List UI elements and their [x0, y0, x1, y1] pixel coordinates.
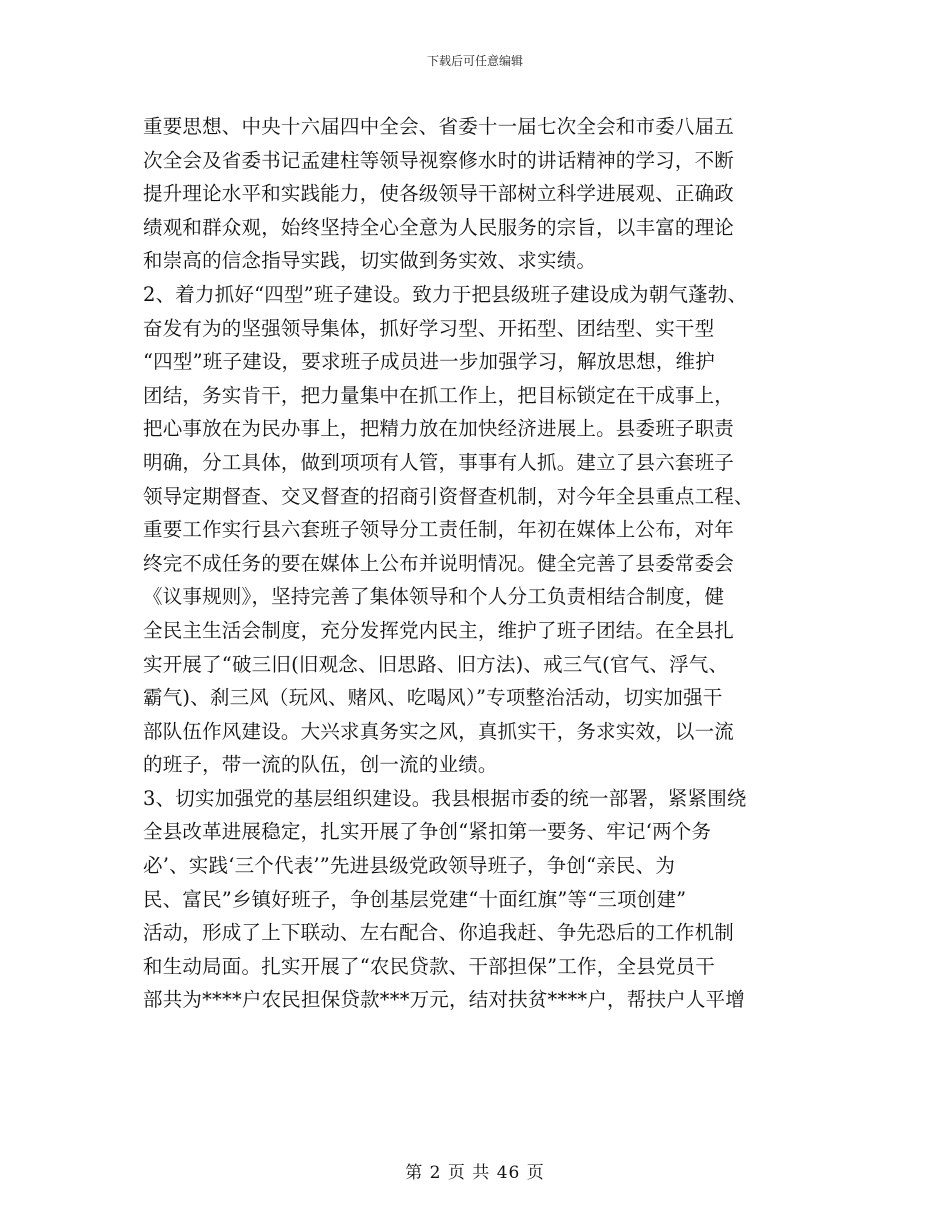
body-line: 领导定期督查、交叉督查的招商引资督查机制，对今年全县重点工程、: [143, 484, 754, 508]
body-line: 和生动局面。扎实开展了“农民贷款、干部担保”工作，全县党员干: [143, 954, 715, 978]
body-line: 全民主生活会制度，充分发挥党内民主，维护了班子团结。在全县扎: [143, 618, 735, 642]
body-line: 的班子，带一流的队伍，创一流的业绩。: [143, 753, 498, 777]
body-line: 霸气)、刹三风（玩风、赌风、吃喝风）”专项整治活动，切实加强干: [143, 686, 723, 710]
body-line: 次全会及省委书记孟建柱等领导视察修水时的讲话精神的学习，不断: [143, 148, 735, 172]
document-body: [143, 110, 833, 1017]
body-line: 活动，形成了上下联动、左右配合、你追我赶、争先恐后的工作机制: [143, 921, 735, 945]
body-line: 民、富民”乡镇好班子，争创基层党建“十面红旗”等“三项创建”: [143, 887, 687, 911]
body-line: 重要思想、中央十六届四中全会、省委十一届七次全会和市委八届五: [143, 115, 735, 138]
body-line: 必’、实践‘三个代表’”先进县级党政领导班子，争创“亲民、为: [143, 854, 676, 878]
body-line: 部共为****户农民担保贷款***万元，结对扶贫****户，帮扶户人平增: [143, 988, 745, 1012]
body-line: 团结，务实肯干，把力量集中在抓工作上，把目标锁定在干成事上，: [143, 383, 735, 407]
body-line: 部队伍作风建设。大兴求真务实之风，真抓实干，务求实效，以一流: [143, 719, 735, 743]
body-line: 绩观和群众观，始终坚持全心全意为人民服务的宗旨，以丰富的理论: [143, 215, 735, 239]
body-line: 重要工作实行县六套班子领导分工责任制，年初在媒体上公布，对年: [143, 518, 735, 542]
body-line: “四型”班子建设，要求班子成员进一步加强学习，解放思想，维护: [143, 350, 715, 374]
body-line: 奋发有为的坚强领导集体，抓好学习型、开拓型、团结型、实干型: [143, 316, 715, 340]
body-line: 把心事放在为民办事上，把精力放在加快经济进展上。县委班子职责: [143, 417, 735, 441]
page-footer: 第 2 页 共 46 页: [405, 1163, 545, 1183]
body-line: 提升理论水平和实践能力，使各级领导干部树立科学进展观、正确政: [143, 182, 735, 206]
body-line: 全县改革进展稳定，扎实开展了争创“紧扣第一要务、牢记‘两个务: [143, 820, 712, 844]
body-line: 明确，分工具体，做到项项有人管，事事有人抓。建立了县六套班子: [143, 450, 735, 474]
body-line: 终完不成任务的要在媒体上公布并说明情况。健全完善了县委常委会: [143, 551, 735, 575]
body-line: 3、切实加强党的基层组织建设。我县根据市委的统一部署，紧紧围绕: [143, 786, 747, 810]
body-line: 《议事规则》，坚持完善了集体领导和个人分工负责相结合制度，健: [143, 585, 725, 609]
body-line: 和崇高的信念指导实践，切实做到务实效、求实绩。: [143, 249, 597, 273]
body-line: 实开展了“破三旧(旧观念、旧思路、旧方法)、戒三气(官气、浮气、: [143, 652, 729, 676]
body-line: 2、着力抓好“四型”班子建设。致力于把县级班子建设成为朝气蓬勃、: [143, 282, 748, 306]
page-header: 下载后可任意编辑: [426, 54, 523, 68]
